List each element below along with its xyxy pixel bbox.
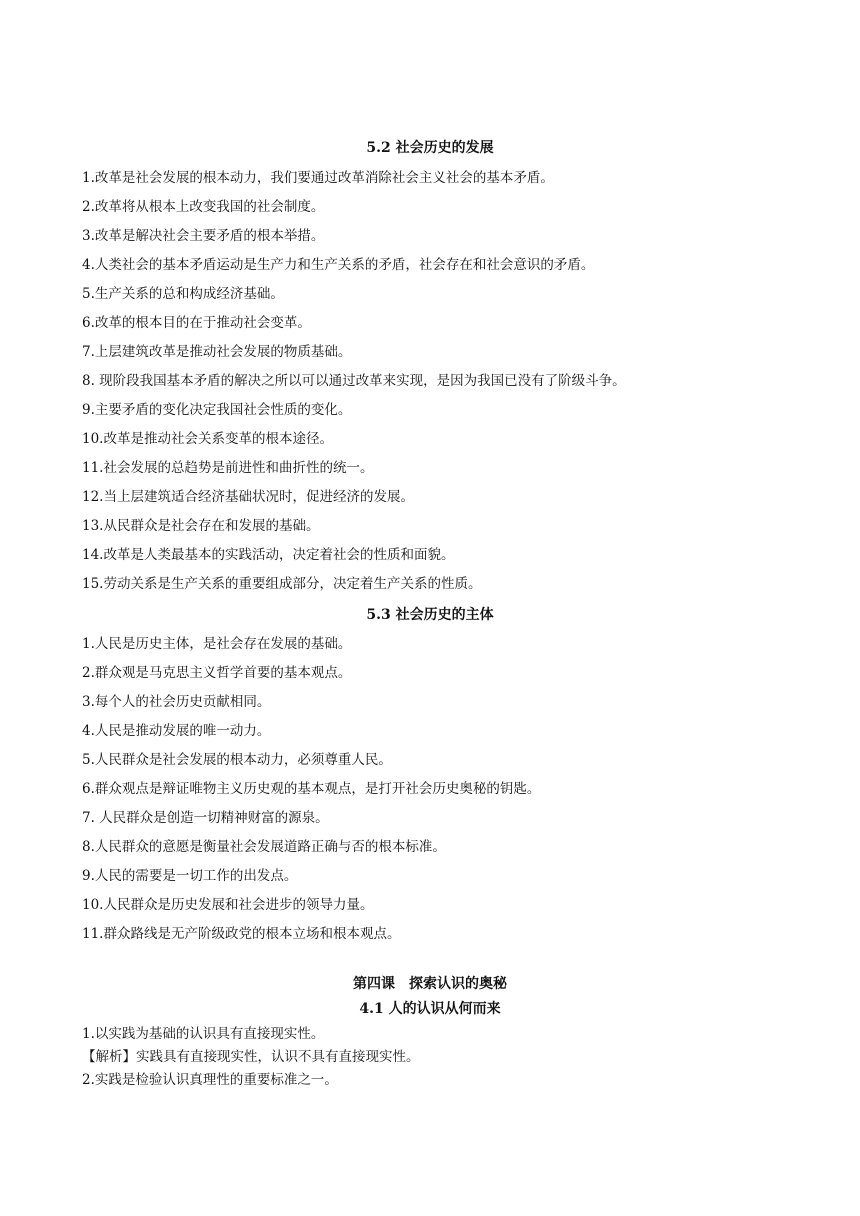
list-item: 10.人民群众是历史发展和社会进步的领导力量。	[82, 897, 374, 913]
analysis-line	[82, 1048, 420, 1066]
list-item: 6.改革的根本目的在于推动社会变革。	[82, 315, 311, 331]
list-item: 6.群众观点是辩证唯物主义历史观的基本观点，是打开社会历史奥秘的钥匙。	[82, 781, 541, 797]
list-item: 11.群众路线是无产阶级政党的根本立场和根本观点。	[82, 926, 401, 942]
list-item: 8.人民群众的意愿是衡量社会发展道路正确与否的根本标准。	[82, 839, 446, 855]
list-item: 15.劳动关系是生产关系的重要组成部分，决定着生产关系的性质。	[82, 576, 482, 592]
list-item: 9.人民的需要是一切工作的出发点。	[82, 868, 298, 884]
list-item: 4.人民是推动发展的唯一动力。	[82, 723, 271, 739]
section-title-5-2: 5.2 社会历史的发展	[366, 140, 494, 156]
list-item: 3.每个人的社会历史贡献相同。	[82, 694, 271, 710]
list-item: 11.社会发展的总趋势是前进性和曲折性的统一。	[82, 460, 374, 476]
list-item: 1.以实践为基础的认识具有直接现实性。	[82, 1026, 325, 1042]
list-item: 2.改革将从根本上改变我国的社会制度。	[82, 199, 325, 215]
list-item: 9.主要矛盾的变化决定我国社会性质的变化。	[82, 402, 352, 418]
list-item: 12.当上层建筑适合经济基础状况时，促进经济的发展。	[82, 489, 414, 505]
list-item: 7.上层建筑改革是推动社会发展的物质基础。	[82, 344, 352, 360]
analysis-text: 实践具有直接现实性，认识不具有直接现实性。	[136, 1049, 420, 1065]
list-item: 2.实践是检验认识真理性的重要标准之一。	[82, 1072, 338, 1088]
list-item: 5.人民群众是社会发展的根本动力，必须尊重人民。	[82, 752, 392, 768]
list-item: 1.改革是社会发展的根本动力，我们要通过改革消除社会主义社会的基本矛盾。	[82, 170, 554, 186]
list-item: 13.从民群众是社会存在和发展的基础。	[82, 518, 320, 534]
list-item: 1.人民是历史主体，是社会存在发展的基础。	[82, 636, 352, 652]
section-title-4-1: 4.1 人的认识从何而来	[359, 1001, 501, 1017]
list-item: 7. 人民群众是创造一切精神财富的源泉。	[82, 810, 329, 826]
lesson-title: 第四课 探索认识的奥秘	[353, 976, 507, 992]
list-item: 8. 现阶段我国基本矛盾的解决之所以可以通过改革来实现，是因为我国已没有了阶级斗争。	[82, 373, 626, 389]
list-item: 10.改革是推动社会关系变革的根本途径。	[82, 431, 333, 447]
list-item: 14.改革是人类最基本的实践活动，决定着社会的性质和面貌。	[82, 547, 455, 563]
list-item: 4.人类社会的基本矛盾运动是生产力和生产关系的矛盾，社会存在和社会意识的矛盾。	[82, 257, 595, 273]
list-item: 2.群众观是马克思主义哲学首要的基本观点。	[82, 665, 352, 681]
section-title-5-3: 5.3 社会历史的主体	[366, 607, 494, 623]
list-item: 3.改革是解决社会主要矛盾的根本举措。	[82, 228, 325, 244]
analysis-label: 【解析】	[82, 1049, 136, 1065]
list-item: 5.生产关系的总和构成经济基础。	[82, 286, 284, 302]
